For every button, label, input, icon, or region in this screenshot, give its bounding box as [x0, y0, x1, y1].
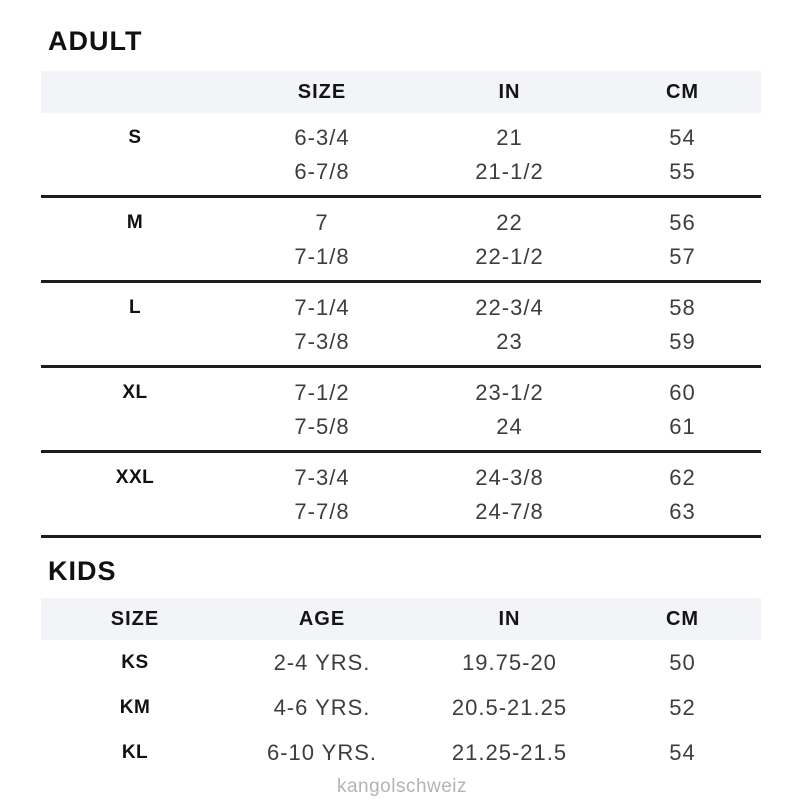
- cm-cell: 54: [669, 739, 696, 765]
- adult-size-group: [41, 113, 761, 198]
- inches-cell: 22-1/2: [475, 244, 544, 269]
- table-row: [41, 291, 761, 325]
- hat-size-cell: 6-3/4: [294, 125, 350, 150]
- adult-header-cell-size: SIZE: [297, 80, 347, 103]
- size-label-cell: XXL: [115, 467, 155, 488]
- inches-cell: 22-3/4: [475, 295, 544, 320]
- table-row: [41, 240, 761, 274]
- table-row: [41, 206, 761, 240]
- table-row: [41, 155, 761, 189]
- adult-size-table: [41, 71, 761, 538]
- inches-cell: 21: [496, 125, 523, 150]
- adult-size-group: [41, 368, 761, 453]
- size-label-cell: M: [126, 212, 144, 233]
- hat-size-cell: 7-1/4: [294, 295, 350, 320]
- kids-size-table: [41, 598, 761, 775]
- kids-table-body: [41, 640, 761, 775]
- cm-cell: 60: [669, 380, 696, 405]
- inches-cell: 24-7/8: [475, 499, 544, 524]
- cm-cell: 55: [669, 159, 696, 184]
- age-cell: 4-6 YRS.: [273, 694, 371, 720]
- inches-cell: 21.25-21.5: [451, 739, 568, 765]
- hat-size-cell: 7-5/8: [294, 414, 350, 439]
- inches-cell: 19.75-20: [462, 649, 557, 675]
- kids-header-cell-age: AGE: [298, 607, 346, 630]
- cm-cell: 50: [669, 649, 696, 675]
- size-label-cell: KM: [119, 696, 151, 718]
- hat-size-cell: 7-7/8: [294, 499, 350, 524]
- table-row: [41, 325, 761, 359]
- inches-cell: 23: [496, 329, 523, 354]
- adult-table-body: [41, 113, 761, 538]
- inches-cell: 24: [496, 414, 523, 439]
- inches-cell: 21-1/2: [475, 159, 544, 184]
- table-row: [41, 410, 761, 444]
- inches-cell: 22: [496, 210, 523, 235]
- cm-cell: 58: [669, 295, 696, 320]
- table-row: [41, 730, 761, 775]
- watermark-text: kangolschweiz: [336, 776, 468, 797]
- adult-size-group: [41, 453, 761, 538]
- size-label-cell: S: [128, 127, 142, 148]
- cm-cell: 59: [669, 329, 696, 354]
- table-row: [41, 121, 761, 155]
- kids-table-header: [41, 598, 761, 640]
- table-row: [41, 640, 761, 685]
- size-label-cell: L: [128, 297, 142, 318]
- cm-cell: 63: [669, 499, 696, 524]
- hat-size-cell: 7-1/8: [294, 244, 350, 269]
- kids-header-cell-in: IN: [498, 607, 521, 630]
- size-label-cell: KL: [121, 741, 149, 763]
- cm-cell: 52: [669, 694, 696, 720]
- cm-cell: 57: [669, 244, 696, 269]
- hat-size-cell: 7-3/4: [294, 465, 350, 490]
- kids-header-cell-size: SIZE: [110, 607, 160, 630]
- adult-size-group: [41, 283, 761, 368]
- hat-size-cell: 7: [315, 210, 329, 235]
- table-row: [41, 461, 761, 495]
- size-label-cell: XL: [122, 382, 148, 403]
- cm-cell: 56: [669, 210, 696, 235]
- adult-header-cell-in: IN: [498, 80, 521, 103]
- cm-cell: 62: [669, 465, 696, 490]
- table-row: [41, 495, 761, 529]
- size-label-cell: KS: [121, 651, 149, 673]
- adult-table-header: [41, 71, 761, 113]
- age-cell: 6-10 YRS.: [266, 739, 378, 765]
- kids-section-title: KIDS: [48, 556, 117, 586]
- age-cell: 2-4 YRS.: [273, 649, 371, 675]
- inches-cell: 23-1/2: [475, 380, 544, 405]
- adult-section-title: ADULT: [48, 26, 143, 56]
- table-row: [41, 376, 761, 410]
- hat-size-cell: 6-7/8: [294, 159, 350, 184]
- kids-header-cell-cm: CM: [665, 607, 700, 630]
- inches-cell: 20.5-21.25: [451, 694, 568, 720]
- cm-cell: 54: [669, 125, 696, 150]
- adult-header-cell-cm: CM: [665, 80, 700, 103]
- hat-size-cell: 7-1/2: [294, 380, 350, 405]
- inches-cell: 24-3/8: [475, 465, 544, 490]
- adult-size-group: [41, 198, 761, 283]
- hat-size-cell: 7-3/8: [294, 329, 350, 354]
- table-row: [41, 685, 761, 730]
- cm-cell: 61: [669, 414, 696, 439]
